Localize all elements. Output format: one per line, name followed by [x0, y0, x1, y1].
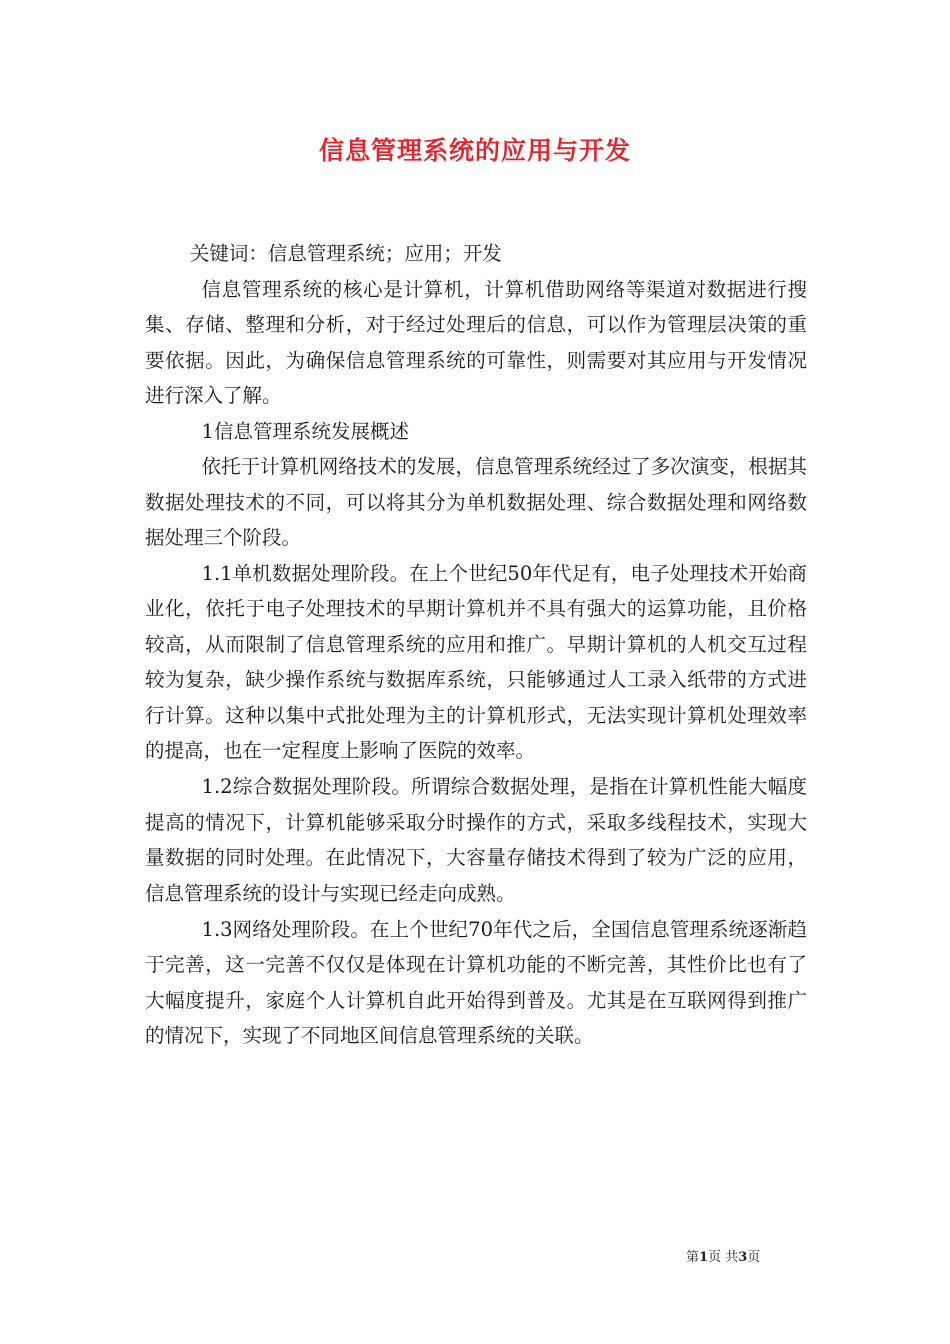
document-title: 信息管理系统的应用与开发: [318, 136, 631, 165]
section-heading-1: 1信息管理系统发展概述: [201, 419, 409, 443]
paragraph-1-3: 1.3网络处理阶段。在上个世纪70年代之后，全国信息管理系统逐渐趋于完善，这一完善不仅仅是体现在计算机功能的不断完善，其性价比也有了大幅度提升，家庭个人计算机自此开始得到普及。尤其是在互联网得到推广的情况下，实现了不同地区间信息管理系统的关联。: [145, 917, 807, 1047]
paragraph-1-1: 1.1单机数据处理阶段。在上个世纪50年代足有，电子处理技术开始商业化，依托于电子处理技术的早期计算机并不具有强大的运算功能，且价格较高，从而限制了信息管理系统的应用和推广。早期计算机的人机交互过程较为复杂，缺少操作系统与数据库系统，只能够通过人工录入纸带的方式进行计算。这种以集中式批处理为主的计算机形式，无法实现计算机处理效率的提高，也在一定程度上影响了医院的效率。: [145, 561, 807, 762]
document-body: [145, 236, 807, 1054]
paragraph-1-2: 1.2综合数据处理阶段。所谓综合数据处理，是指在计算机性能大幅度提高的情况下，计算机能够采取分时操作的方式，采取多线程技术，实现大量数据的同时处理。在此情况下，大容量存储技术得到了较为广泛的应用，信息管理系统的设计与实现已经走向成熟。: [145, 775, 807, 905]
paragraph-intro: 信息管理系统的核心是计算机，计算机借助网络等渠道对数据进行搜集、存储、整理和分析，对于经过处理后的信息，可以作为管理层决策的重要依据。因此，为确保信息管理系统的可靠性，则需要对其应用与开发情况进行深入了解。: [145, 277, 807, 407]
keywords-line: 关键词：信息管理系统；应用；开发: [189, 242, 502, 265]
page-number-total: 3: [738, 1250, 748, 1265]
page-number-prefix: 第: [686, 1250, 700, 1265]
page-number-middle: 页 共: [708, 1250, 739, 1265]
paragraph-overview: 依托于计算机网络技术的发展，信息管理系统经过了多次演变，根据其数据处理技术的不同，可以将其分为单机数据处理、综合数据处理和网络数据处理三个阶段。: [145, 455, 807, 549]
page-number-suffix: 页: [747, 1250, 761, 1265]
page-number: [686, 1246, 826, 1265]
page-number-current: 1: [699, 1250, 709, 1265]
